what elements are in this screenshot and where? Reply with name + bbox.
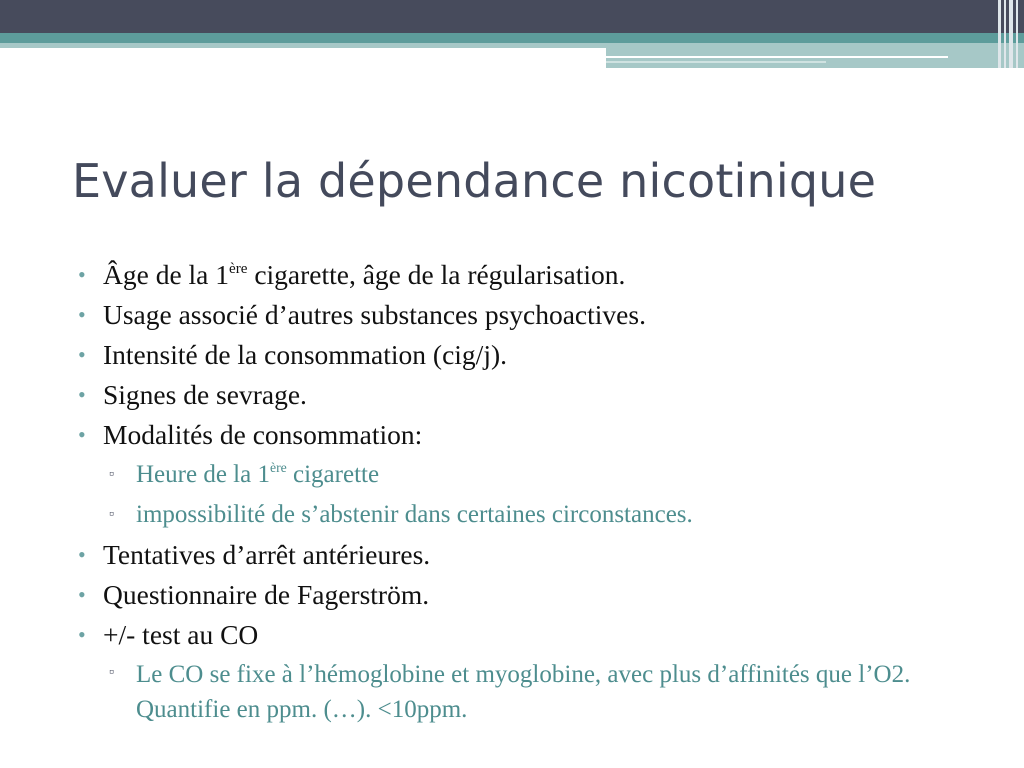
sub-item-text-post: cigarette: [286, 461, 380, 488]
banner-dark-bar: [0, 0, 1024, 33]
bullet-dot: •: [78, 302, 86, 327]
sub-bullet-square: ▫: [109, 467, 114, 482]
item-superscript: ère: [229, 260, 248, 277]
list-item: [76, 575, 976, 615]
item-text: Tentatives d’arrêt antérieures.: [103, 539, 431, 570]
bullet-dot: •: [78, 382, 86, 407]
item-text: Intensité de la consommation (cig/j).: [103, 339, 507, 370]
bullet-dot: •: [78, 262, 86, 287]
banner-light-bar-left: [0, 43, 606, 48]
banner-pale-line: [606, 61, 826, 63]
sub-list-item: [76, 495, 976, 535]
item-text: Modalités de consommation:: [103, 419, 423, 450]
bullet-list: [76, 255, 976, 727]
banner-teal-bar: [0, 33, 1024, 43]
bullet-dot: •: [78, 582, 86, 607]
bullet-dot: •: [78, 542, 86, 567]
item-text-post: cigarette, âge de la régularisation.: [247, 259, 626, 290]
slide-title: Evaluer la dépendance nicotinique: [72, 154, 877, 208]
sub-item-text: impossibilité de s’abstenir dans certaines circonstances.: [136, 501, 693, 528]
sub-item-text: Le CO se fixe à l’hémoglobine et myoglobine, avec plus d’affinités que l’O2. Quantifie en ppm. (…). <10ppm.: [136, 661, 911, 723]
bullet-dot: •: [78, 422, 86, 447]
banner-white-line: [606, 56, 948, 58]
list-item: [76, 375, 976, 415]
list-item: [76, 335, 976, 375]
item-text-pre: Âge de la 1: [103, 259, 229, 290]
item-text: Usage associé d’autres substances psychoactives.: [103, 299, 646, 330]
item-text: +/- test au CO: [103, 619, 259, 650]
item-text: Signes de sevrage.: [103, 379, 307, 410]
sub-bullet-square: ▫: [109, 665, 114, 680]
sub-list-item: [76, 655, 976, 727]
bullet-dot: •: [78, 622, 86, 647]
list-item: [76, 535, 976, 575]
banner-edge-stripes: [996, 0, 1024, 68]
list-item: [76, 415, 976, 455]
sub-list-item: [76, 455, 976, 495]
list-item: [76, 255, 976, 295]
sub-item-superscript: ère: [269, 459, 287, 475]
list-item: [76, 615, 976, 655]
sub-bullet-square: ▫: [109, 507, 114, 522]
sub-item-text-pre: Heure de la 1: [136, 461, 270, 488]
item-text: Questionnaire de Fagerström.: [103, 579, 430, 610]
bullet-dot: •: [78, 342, 86, 367]
list-item: [76, 295, 976, 335]
